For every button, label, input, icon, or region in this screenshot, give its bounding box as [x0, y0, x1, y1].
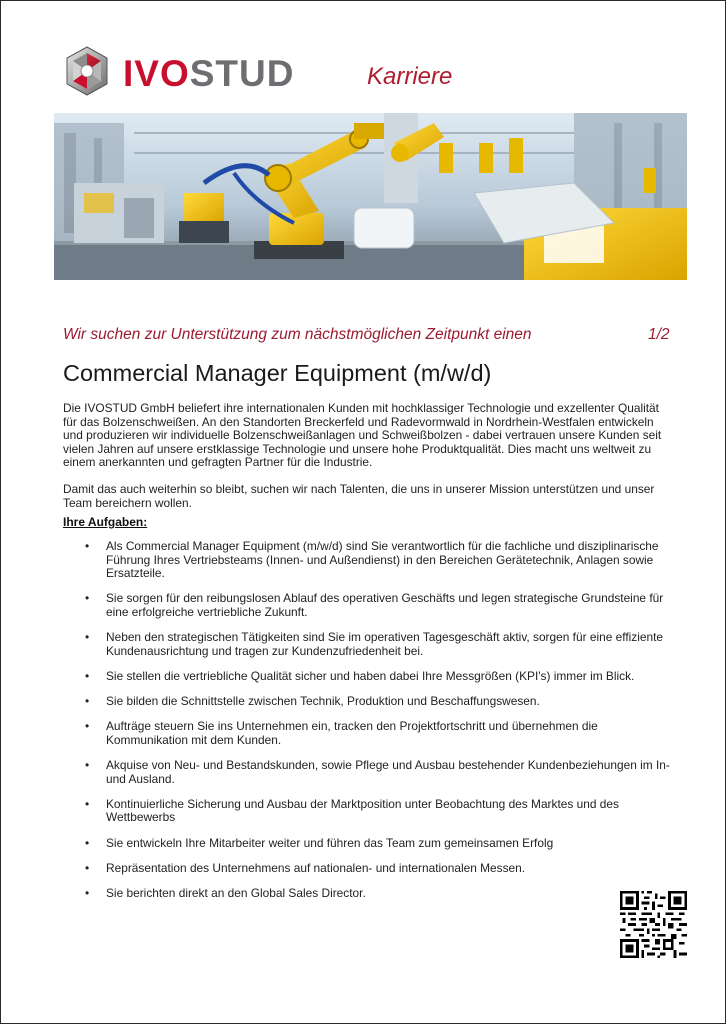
- list-item: [85, 720, 675, 747]
- bullet-icon: •: [85, 694, 90, 709]
- bullet-icon: •: [85, 758, 90, 773]
- task-text: Sie entwickeln Ihre Mitarbeiter weiter und führen das Team zum gemeinsamen Erfolg: [106, 835, 554, 850]
- aperture-logo-icon: [61, 45, 113, 97]
- section-label: Karriere: [367, 63, 453, 90]
- list-item: [85, 887, 675, 901]
- task-text: Kontinuierliche Sicherung und Ausbau der Marktposition unter Beobachtung des Marktes und des Wettbewerbs: [106, 796, 619, 825]
- list-item: [85, 670, 675, 684]
- bullet-icon: •: [85, 719, 90, 734]
- bullet-icon: •: [85, 886, 90, 901]
- bullet-icon: •: [85, 796, 90, 811]
- task-text: Sie sorgen für den reibungslosen Ablauf des operativen Geschäfts und legen strategische Grundsteine für eine erfolgreiche vertriebliche Zukunft.: [106, 591, 664, 619]
- bullet-icon: •: [85, 668, 90, 683]
- list-item: [85, 862, 675, 876]
- list-item: [85, 798, 675, 825]
- brand-wordmark: IVOSTUD: [123, 53, 295, 94]
- list-item: [85, 837, 675, 851]
- intro-line: Wir suchen zur Unterstützung zum nächstmöglichen Zeitpunkt einen: [63, 326, 532, 343]
- tasks-list: [85, 540, 675, 912]
- task-text: Sie berichten direkt an den Global Sales Director.: [106, 886, 366, 901]
- paragraph: Damit das auch weiterhin so bleibt, suchen wir nach Talenten, die uns in unserer Mission unterstützen und unser Team bereichern wollen.: [63, 481, 655, 510]
- task-text: Neben den strategischen Tätigkeiten sind Sie im operativen Tagesgeschäft aktiv, sorgen für eine effiziente Kundenausrichtung und tragen zur Kundenzufriedenheit bei.: [106, 630, 663, 658]
- list-item: [85, 695, 675, 709]
- bullet-icon: •: [85, 591, 90, 606]
- tasks-heading: Ihre Aufgaben:: [63, 515, 148, 529]
- robot-factory-illustration: [54, 113, 687, 280]
- task-text: Repräsentation des Unternehmens auf nationalen- und internationalen Messen.: [106, 860, 526, 875]
- list-item: [85, 631, 675, 658]
- list-item: [85, 759, 675, 786]
- job-title: Commercial Manager Equipment (m/w/d): [63, 360, 492, 386]
- task-text: Sie bilden die Schnittstelle zwischen Technik, Produktion und Beschaffungswesen.: [106, 694, 540, 709]
- task-text: Sie stellen die vertriebliche Qualität sicher und haben dabei Ihre Messgrößen (KPI's) immer im Blick.: [106, 668, 635, 683]
- bullet-icon: •: [85, 835, 90, 850]
- bullet-icon: •: [85, 860, 90, 875]
- hero-image: [54, 113, 687, 280]
- bullet-icon: •: [85, 630, 90, 645]
- paragraph: Die IVOSTUD GmbH beliefert ihre internationalen Kunden mit hochklassiger Technologie und exzellenter Qualität für das Bolzenschweißen. An den Standorten Breckerfeld und Radevormwald in Nordrhein-Westfalen entwickeln und produzieren wir individuelle Bolzenschweißanlagen und Schweißbolzen - dabei vertrauen unsere Kunden seit vielen Jahren auf unsere erstklassige Technologie und unsere hohe Produktqualität. Dies macht uns weltweit zu einem anerkannten und gefragten Partner für die Industrie.: [63, 401, 662, 470]
- company-description: [63, 402, 675, 523]
- list-item: [85, 592, 675, 619]
- task-text: Akquise von Neu- und Bestandskunden, sowie Pflege und Ausbau bestehender Kundenbeziehungen im In- und Ausland.: [106, 758, 670, 786]
- qr-code-icon[interactable]: [620, 891, 687, 958]
- list-item: [85, 540, 675, 581]
- task-text: Als Commercial Manager Equipment (m/w/d) sind Sie verantwortlich für die fachliche und disziplinarische Führung Ihres Vertriebsteams (Innen- und Außendienst) in den Bereichen Gerätetechnik, Anlagen sowie Ersatzteile.: [106, 539, 659, 581]
- task-text: Aufträge steuern Sie ins Unternehmen ein, tracken den Projektfortschritt und übernehmen die Kommunikation mit dem Kunden.: [106, 719, 598, 747]
- bullet-icon: •: [85, 539, 90, 553]
- page-number: 1/2: [648, 326, 670, 343]
